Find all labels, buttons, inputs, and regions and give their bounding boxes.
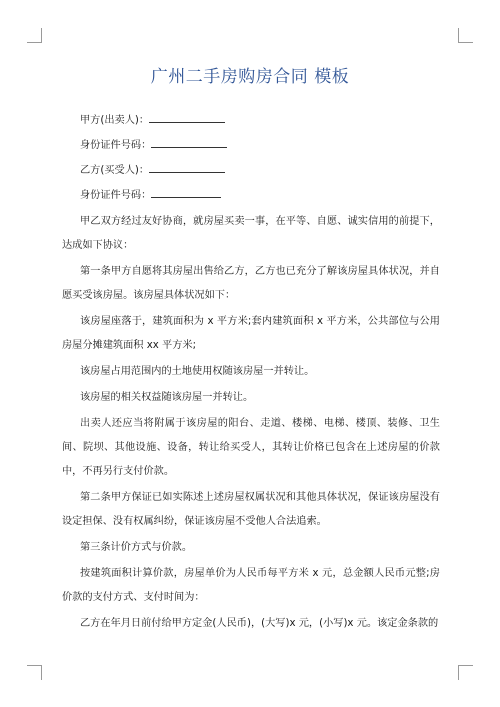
paragraph-article-3: 第三条计价方式与价款。 (80, 542, 193, 553)
seller-name-blank[interactable] (149, 112, 225, 123)
paragraph-article-2: 第二条甲方保证已如实陈述上述房屋权属状况和其他具体状况，保证该房屋没有设定担保、没有权属纠纷，保证该房屋不受他人合法追索。 (62, 492, 440, 527)
field-label: 身份证件号码： (80, 190, 152, 201)
paragraph-attachments: 出卖人还应当将附属于该房屋的阳台、走道、楼梯、电梯、楼顶、装修、卫生间、院坝、其他设施、设备，转让给买受人，其转让价格已包含在上述房屋的价款中，不再另行支付价款。 (62, 418, 440, 477)
document-title: 广州二手房购房合同 模板 (150, 67, 350, 87)
crop-mark-bottom-right (458, 665, 473, 680)
field-label: 乙方(买受人)： (80, 165, 150, 176)
seller-id-field (80, 137, 440, 150)
paragraph-deposit: 乙方在年月日前付给甲方定金(人民币)，(大写)x 元，(小写)x 元。该定金条款的 (80, 618, 439, 629)
buyer-name-field (80, 162, 440, 175)
paragraph-article-1: 第一条甲方自愿将其房屋出售给乙方，乙方也已充分了解该房屋具体状况，并自愿买受该房屋。该房屋具体状况如下： (62, 266, 440, 301)
crop-mark-top-right (458, 28, 473, 43)
paragraph-land-use-right: 该房屋占用范围内的土地使用权随该房屋一并转让。 (80, 366, 315, 377)
paragraph-house-location: 该房屋座落于，建筑面积为 x 平方米;套内建筑面积 x 平方米，公共部位与公用房屋分摊建筑面积 xx 平方米; (62, 316, 440, 351)
buyer-id-blank[interactable] (151, 187, 221, 198)
field-label: 甲方(出卖人)： (80, 115, 150, 126)
paragraph-preamble: 甲乙双方经过友好协商，就房屋买卖一事，在平等、自愿、诚实信用的前提下，达成如下协议： (62, 216, 440, 251)
seller-id-blank[interactable] (151, 137, 227, 148)
document-body (62, 112, 440, 638)
paragraph-price: 按建筑面积计算价款，房屋单价为人民币每平方米 x 元，总金额人民币元整;房价款的支付方式、支付时间为： (62, 568, 440, 603)
buyer-name-blank[interactable] (149, 162, 225, 173)
seller-name-field (80, 112, 440, 125)
crop-mark-bottom-left (27, 665, 42, 680)
field-label: 身份证件号码： (80, 140, 152, 151)
crop-mark-top-left (27, 28, 42, 43)
paragraph-related-rights: 该房屋的相关权益随该房屋一并转让。 (80, 392, 254, 403)
buyer-id-field (80, 187, 440, 200)
